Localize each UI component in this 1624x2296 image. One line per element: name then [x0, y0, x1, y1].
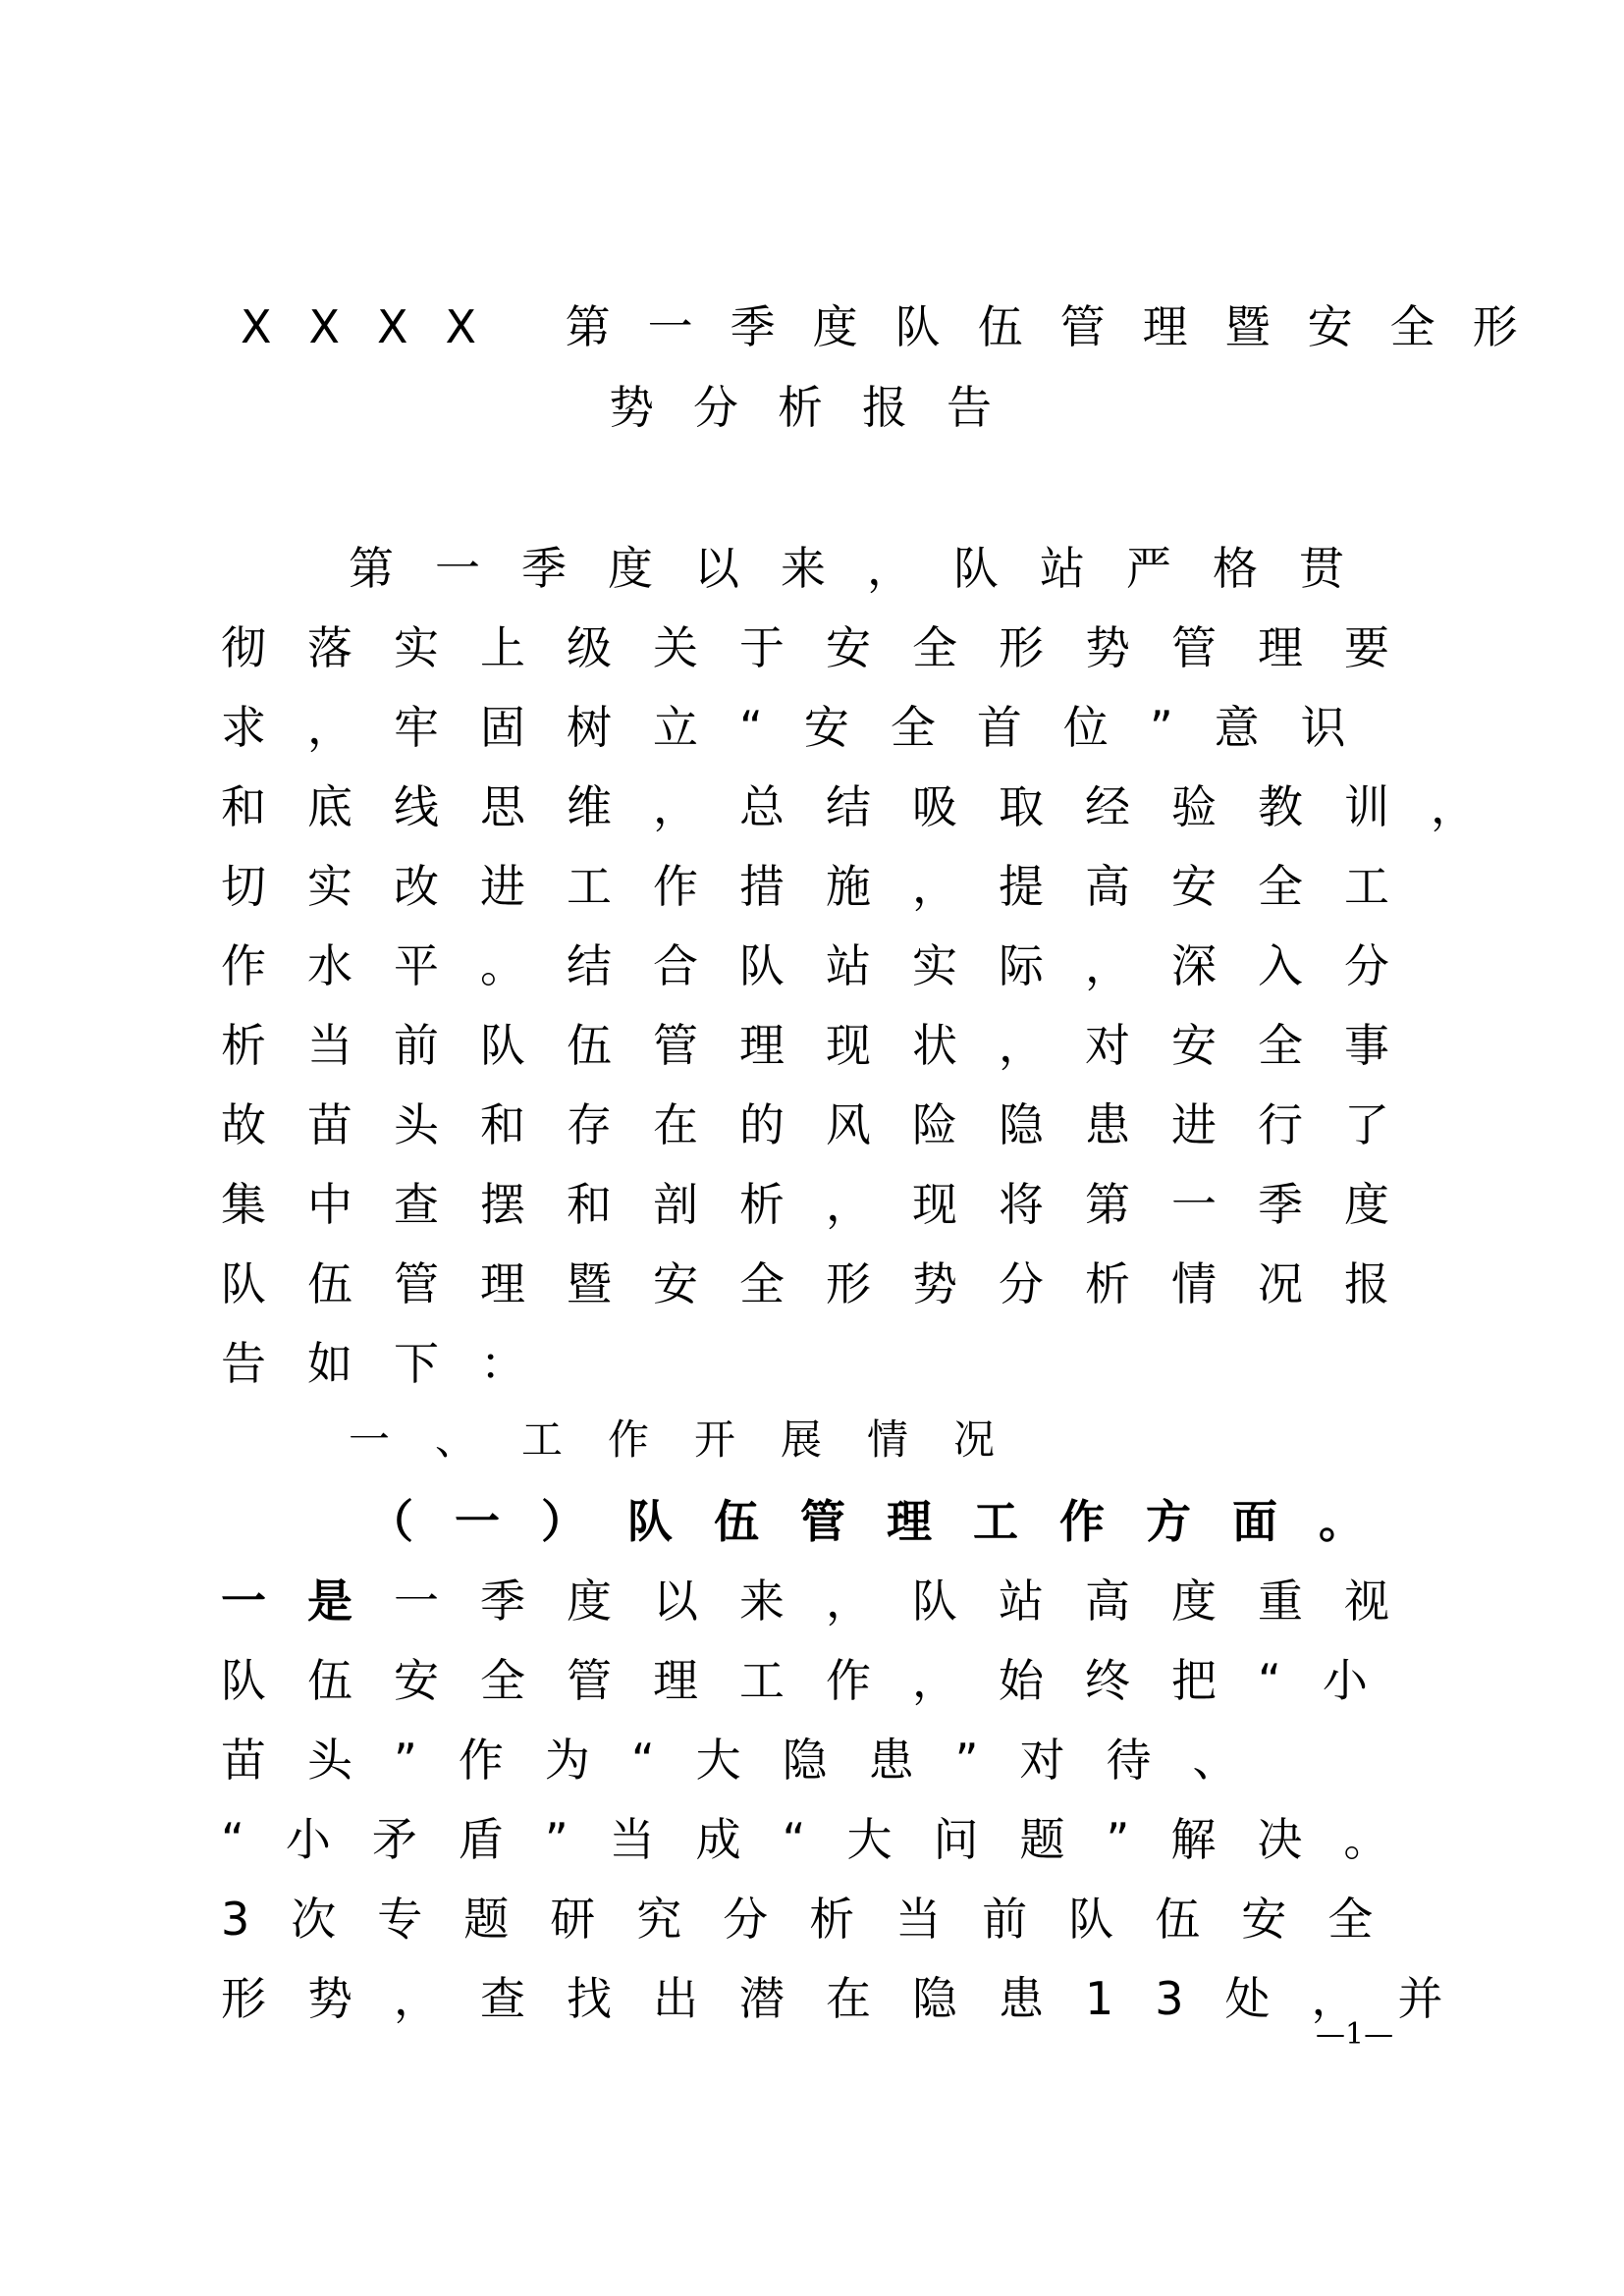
intro-line: 析当前队伍管理现状，对安全事 — [221, 1019, 1431, 1072]
section-heading: 一、工作开展情况 — [349, 1415, 1041, 1464]
intro-line: 求，牢固树立“安全首位”意识 — [221, 701, 1387, 754]
intro-line: 队伍管理暨安全形势分析情况报 — [221, 1257, 1431, 1310]
para-line: 苗头”作为“大隐患”对待、 — [221, 1734, 1279, 1787]
subsection-heading: （一）队伍管理工作方面。 — [368, 1495, 1405, 1548]
document-title-line-2: 势分析报告 — [609, 381, 1031, 434]
para-line: “小矛盾”当成“大问题”解决。 — [221, 1813, 1431, 1866]
intro-line: 告如下： — [221, 1337, 567, 1390]
intro-line: 集中查摆和剖析，现将第一季度 — [221, 1178, 1431, 1231]
page-number: —1— — [1316, 2017, 1394, 2052]
intro-line: 彻落实上级关于安全形势管理要 — [221, 621, 1431, 674]
para-line — [221, 1572, 1431, 1630]
intro-line: 第一季度以来，队站严格贯 — [349, 542, 1385, 595]
para-line: 3次专题研究分析当前队伍安全 — [221, 1893, 1415, 1946]
intro-line: 和底线思维，总结吸取经验教训， — [221, 780, 1517, 833]
intro-line: 故苗头和存在的风险隐患进行了 — [221, 1098, 1431, 1151]
para-line: 队伍安全管理工作，始终把“小 — [221, 1654, 1409, 1707]
intro-line: 切实改进工作措施，提高安全工 — [221, 860, 1431, 913]
intro-line: 作水平。结合队站实际，深入分 — [221, 939, 1431, 992]
bold-lead: 一是 — [221, 1575, 394, 1628]
para-text: 一季度以来，队站高度重视 — [394, 1575, 1431, 1628]
para-line: 形势，查找出潜在隐患13处，并 — [221, 1972, 1485, 2025]
document-title-line-1: XXXX 第一季度队伍管理暨安全形 — [241, 300, 1555, 353]
